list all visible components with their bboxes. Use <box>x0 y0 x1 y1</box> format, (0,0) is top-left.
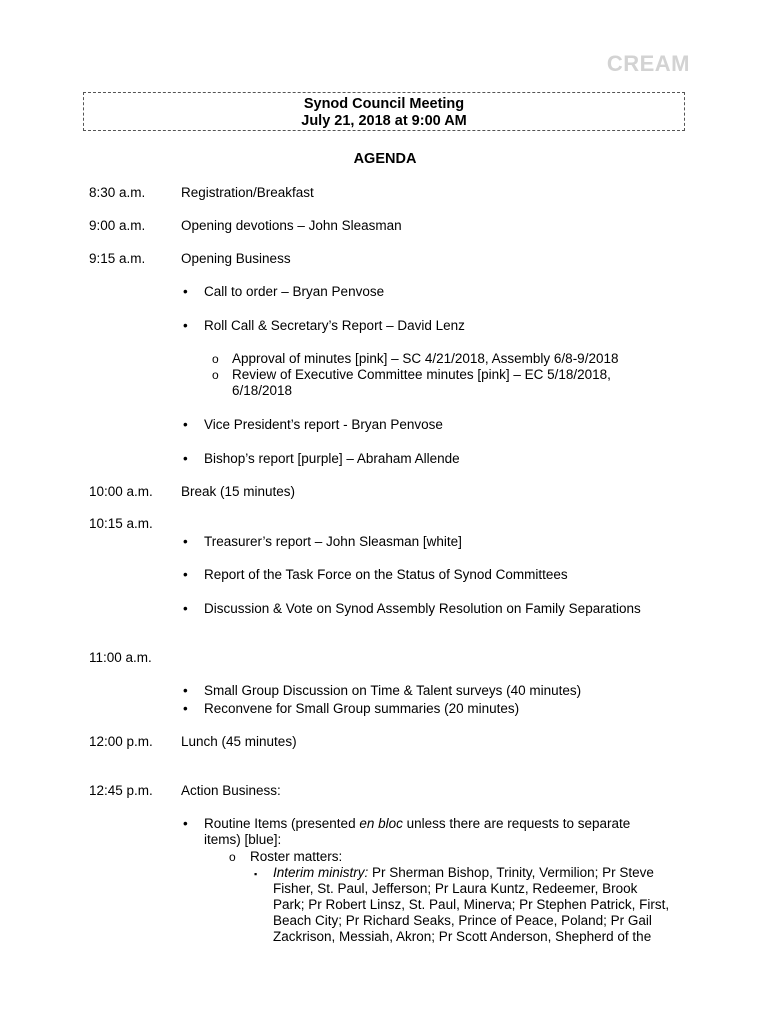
item-small-group: Small Group Discussion on Time & Talent surveys (40 minutes) <box>204 683 582 698</box>
meeting-date: July 21, 2018 at 9:00 AM <box>301 113 467 129</box>
item-vp-report: Vice President’s report - Bryan Penvose <box>204 417 443 432</box>
bullet-icon: • <box>183 701 188 716</box>
bullet-icon: • <box>183 451 188 466</box>
time-0915: 9:15 a.m. <box>89 251 146 266</box>
meeting-title: Synod Council Meeting <box>303 96 465 112</box>
item-routine-items <box>204 816 630 832</box>
item-opening-business: Opening Business <box>181 251 291 266</box>
bullet-icon: • <box>183 318 188 333</box>
item-interim-ministry <box>273 865 654 881</box>
item-routine-items-cont: items) [blue]: <box>204 832 282 847</box>
item-devotions: Opening devotions – John Sleasman <box>181 218 402 233</box>
item-review-minutes: Review of Executive Committee minutes [pink] – EC 5/18/2018, <box>232 367 611 382</box>
bullet-icon: • <box>183 417 188 432</box>
item-registration: Registration/Breakfast <box>181 185 314 200</box>
bullet-icon: • <box>183 683 188 698</box>
item-discussion-vote: Discussion & Vote on Synod Assembly Resolution on Family Separations <box>204 601 641 616</box>
interim-text-3: Park; Pr Robert Linsz, St. Paul, Minerva; Pr Stephen Patrick, First, <box>273 897 670 912</box>
routine-text-en-bloc: en bloc <box>359 816 403 831</box>
time-1245: 12:45 p.m. <box>89 783 153 798</box>
item-bishop-report: Bishop’s report [purple] – Abraham Allende <box>204 451 460 466</box>
circle-bullet-icon: o <box>212 368 219 382</box>
time-1100: 11:00 a.m. <box>89 650 152 665</box>
bullet-icon: • <box>183 601 188 616</box>
interim-label: Interim ministry: <box>273 865 369 880</box>
interim-text-5: Zackrison, Messiah, Akron; Pr Scott Anderson, Shepherd of the <box>273 929 652 944</box>
interim-text-2: Fisher, St. Paul, Jefferson; Pr Laura Kuntz, Redeemer, Brook <box>273 881 638 896</box>
bullet-icon: • <box>183 534 188 549</box>
item-roll-call: Roll Call & Secretary’s Report – David Lenz <box>204 318 465 333</box>
routine-text-b: unless there are requests to separate <box>402 816 631 831</box>
item-call-to-order: Call to order – Bryan Penvose <box>204 284 385 299</box>
item-lunch: Lunch (45 minutes) <box>181 734 297 749</box>
time-1000: 10:00 a.m. <box>89 484 153 499</box>
time-0830: 8:30 a.m. <box>89 185 146 200</box>
bullet-icon: • <box>183 284 188 299</box>
time-0900: 9:00 a.m. <box>89 218 146 233</box>
routine-text-a: Routine Items (presented <box>204 816 360 831</box>
item-break: Break (15 minutes) <box>181 484 296 499</box>
item-treasurer-report: Treasurer’s report – John Sleasman [white] <box>204 534 462 549</box>
item-task-force: Report of the Task Force on the Status of Synod Committees <box>204 567 568 582</box>
item-reconvene: Reconvene for Small Group summaries (20 minutes) <box>204 701 520 716</box>
item-approval-minutes: Approval of minutes [pink] – SC 4/21/2018, Assembly 6/8-9/2018 <box>232 351 619 366</box>
time-1015: 10:15 a.m. <box>89 516 153 531</box>
interim-text-1: Pr Sherman Bishop, Trinity, Vermilion; Pr Steve <box>368 865 654 880</box>
item-roster-matters: Roster matters: <box>250 849 343 864</box>
bullet-icon: • <box>183 816 188 831</box>
watermark-stamp: CREAM <box>606 51 690 76</box>
item-review-minutes-cont: 6/18/2018 <box>232 383 293 398</box>
title-box <box>83 92 685 131</box>
bullet-icon: • <box>183 567 188 582</box>
time-1200: 12:00 p.m. <box>89 734 153 749</box>
item-action-business: Action Business: <box>181 783 281 798</box>
circle-bullet-icon: o <box>212 352 219 366</box>
interim-text-4: Beach City; Pr Richard Seaks, Prince of Peace, Poland; Pr Gail <box>273 913 652 928</box>
circle-bullet-icon: o <box>229 850 236 864</box>
agenda-heading: AGENDA <box>353 151 417 167</box>
square-bullet-icon: ▪ <box>254 869 258 879</box>
